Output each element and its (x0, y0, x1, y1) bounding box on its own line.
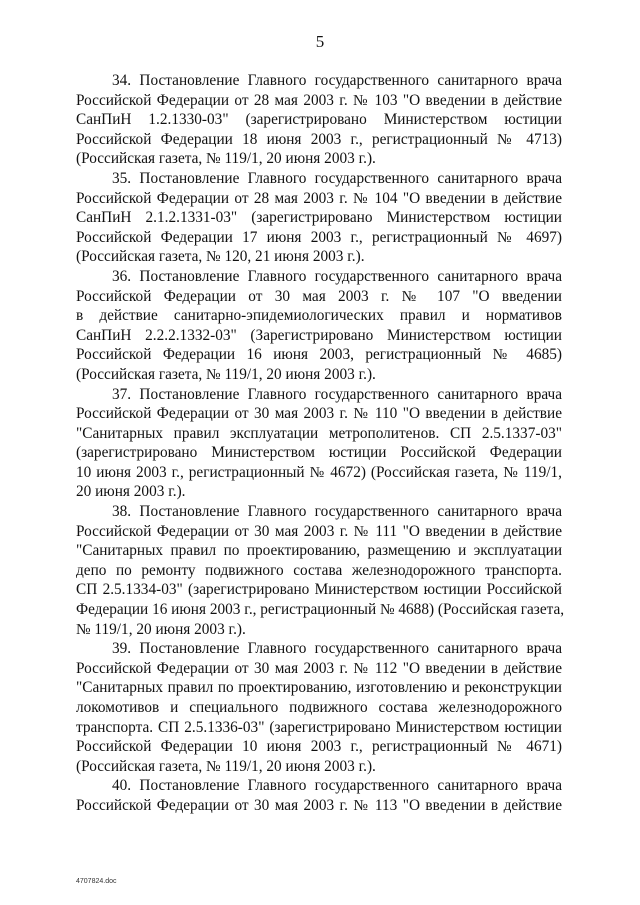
text-line: Российской Федерации 18 июня 2003 г., регистрационный № 4713) (76, 130, 562, 148)
text-line: Российской Федерации от 30 мая 2003 г. № 112 "О введении в действие (76, 659, 562, 677)
text-line: 36. Постановление Главного государственного санитарного врача (112, 267, 562, 285)
text-line: Российской Федерации 17 июня 2003 г., регистрационный № 4697) (76, 228, 562, 246)
text-line: № 119/1, 20 июня 2003 г.). (76, 620, 246, 638)
text-line: (Российская газета, № 119/1, 20 июня 2003 г.). (76, 757, 376, 775)
text-line: локомотивов и специального подвижного состава железнодорожного (76, 699, 562, 716)
text-line: депо по ремонту подвижного состава железнодорожного транспорта. (76, 561, 562, 579)
text-line: 40. Постановление Главного государственного санитарного врача (112, 777, 562, 795)
text-line: 38. Постановление Главного государственного санитарного врача (112, 503, 562, 521)
text-line: Российской Федерации от 28 мая 2003 г. № 104 "О введении в действие (76, 189, 562, 207)
text-line: транспорта. СП 2.5.1336-03" (зарегистрировано Министерством юстиции (76, 718, 562, 736)
text-line: 34. Постановление Главного государственного санитарного врача (112, 72, 562, 89)
text-line: 35. Постановление Главного государственного санитарного врача (112, 169, 562, 187)
text-line: Российской Федерации от 30 мая 2003 г. № 107 "О введении (76, 287, 562, 305)
text-line: Федерации 16 июня 2003 г., регистрационный № 4688) (Российская газета, (76, 601, 565, 619)
text-line: Российской Федерации от 30 мая 2003 г. № 110 "О введении в действие (76, 405, 562, 423)
text-line: 10 июня 2003 г., регистрационный № 4672) (Российская газета, № 119/1, (76, 463, 562, 481)
text-line: (Российская газета, № 120, 21 июня 2003 г.). (76, 248, 365, 266)
text-line: Российской Федерации 10 июня 2003 г., регистрационный № 4671) (76, 738, 562, 756)
document-footer: 4707824.doc (76, 878, 117, 885)
page-number: 5 (315, 32, 325, 51)
text-line: в действие санитарно-эпидемиологических правил и нормативов (76, 307, 562, 325)
text-line: 20 июня 2003 г.). (76, 483, 186, 501)
text-line: 37. Постановление Главного государственного санитарного врача (112, 385, 562, 403)
text-line: "Санитарных правил эксплуатации метрополитенов. СП 2.5.1337-03" (76, 424, 562, 442)
text-line: (зарегистрировано Министерством юстиции Российской Федерации (76, 444, 562, 462)
text-line: СанПиН 2.2.2.1332-03" (Зарегистрировано Министерством юстиции (76, 326, 562, 344)
text-line: Российской Федерации от 30 мая 2003 г. № 113 "О введении в действие (76, 796, 562, 814)
text-line: СанПиН 1.2.1330-03" (зарегистрировано Министерством юстиции (76, 111, 562, 129)
text-line: "Санитарных правил по проектированию, изготовлению и реконструкции (76, 679, 562, 697)
text-line: (Российская газета, № 119/1, 20 июня 2003 г.). (76, 365, 376, 383)
document-body (76, 71, 565, 816)
text-line: Российской Федерации от 28 мая 2003 г. № 103 "О введении в действие (76, 91, 562, 109)
text-line: СП 2.5.1334-03" (зарегистрировано Министерством юстиции Российской (76, 581, 562, 599)
text-line: "Санитарных правил по проектированию, размещению и эксплуатации (76, 542, 562, 560)
text-line: СанПиН 2.1.2.1331-03" (зарегистрировано Министерством юстиции (76, 209, 562, 227)
text-line: Российской Федерации 16 июня 2003, регистрационный № 4685) (76, 346, 562, 364)
text-line: (Российская газета, № 119/1, 20 июня 2003 г.). (76, 150, 376, 168)
text-line: Российской Федерации от 30 мая 2003 г. № 111 "О введении в действие (76, 522, 562, 540)
text-line: 39. Постановление Главного государственного санитарного врача (112, 640, 562, 658)
